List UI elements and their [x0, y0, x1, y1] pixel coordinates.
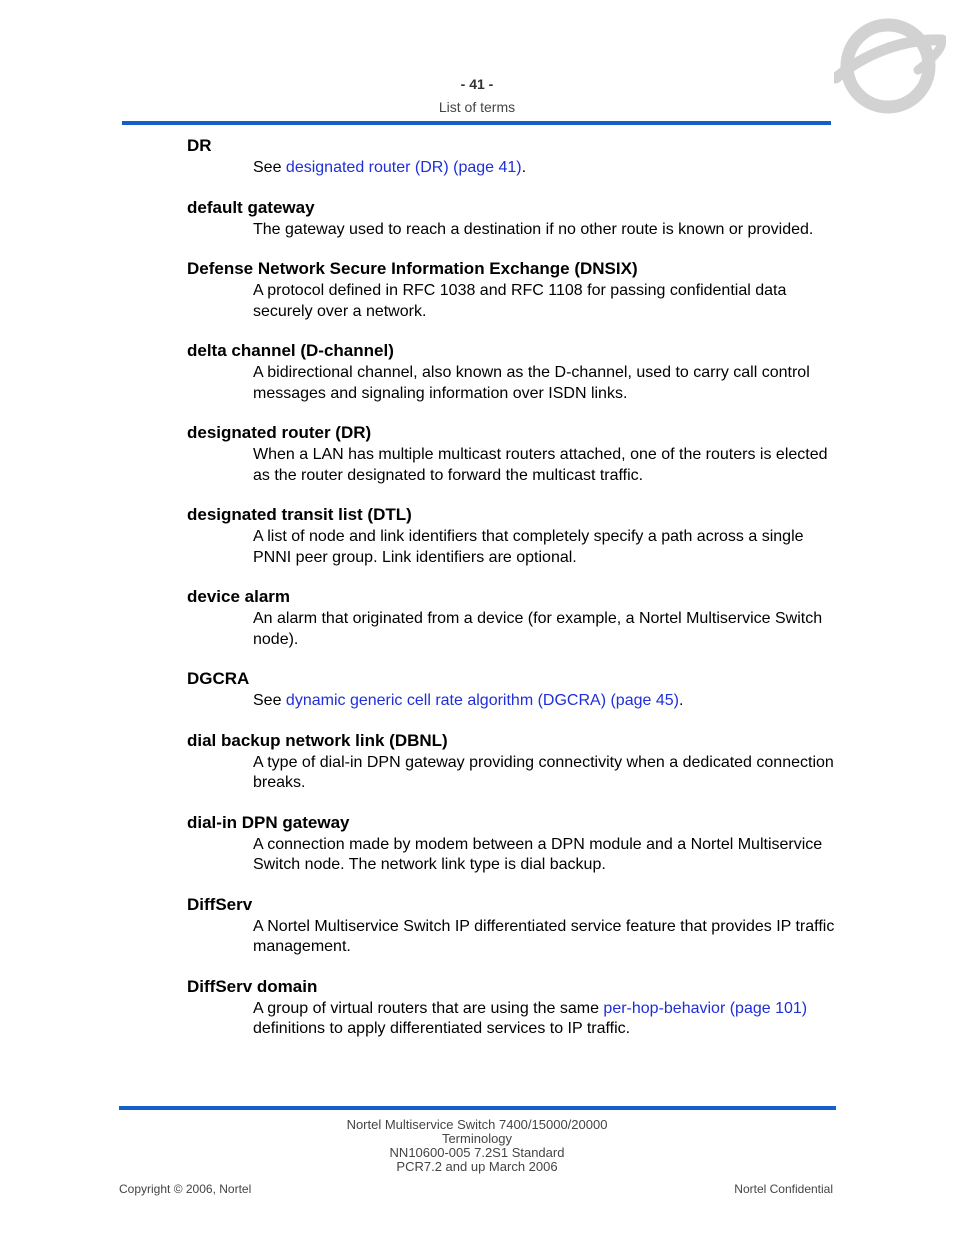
- definition-text: .: [521, 159, 527, 176]
- glossary-term: DiffServ domain: [187, 976, 318, 996]
- glossary-entry: [187, 669, 837, 712]
- header-rule: [122, 121, 831, 125]
- definition-text: When a LAN has multiple multicast routers attached, one of the routers is elected as the router designated to forward the multicast traffic.: [253, 446, 828, 484]
- footer-rule: [119, 1106, 836, 1110]
- glossary-term: DR: [187, 136, 212, 155]
- definition-text: See: [253, 692, 286, 709]
- cross-reference-link[interactable]: dynamic generic cell rate algorithm (DGCRA) (page 45): [285, 692, 679, 709]
- glossary-definition: [253, 158, 837, 179]
- glossary-term: DGCRA: [187, 669, 250, 688]
- glossary-definition: [253, 527, 837, 568]
- definition-text: A list of node and link identifiers that completely specify a path across a single PNNI peer group. Link identifiers are optional.: [253, 528, 804, 566]
- footer-doc-title: Terminology: [441, 1131, 513, 1146]
- glossary-term: device alarm: [187, 587, 291, 606]
- glossary-term: dial backup network link (DBNL): [187, 730, 448, 750]
- glossary-definition: [253, 691, 837, 712]
- page-number: - 41 -: [460, 76, 494, 92]
- glossary-definition: [253, 363, 837, 404]
- confidential-notice: Nortel Confidential: [734, 1182, 833, 1196]
- cross-reference-link[interactable]: per-hop-behavior (page 101): [603, 999, 808, 1017]
- glossary-entry: [187, 259, 837, 322]
- glossary-entry: [187, 895, 837, 958]
- glossary-entry: [187, 587, 837, 650]
- glossary-entry: [187, 198, 837, 241]
- glossary-term: designated transit list (DTL): [187, 505, 412, 524]
- glossary-entry: [187, 977, 837, 1040]
- glossary-term: designated router (DR): [187, 423, 372, 442]
- copyright: Copyright © 2006, Nortel: [119, 1182, 252, 1196]
- glossary-entry: [187, 136, 837, 179]
- glossary-list: [187, 136, 837, 1059]
- nortel-globe-logo-icon: [834, 14, 946, 116]
- definition-text: definitions to apply differentiated services to IP traffic.: [253, 1020, 631, 1037]
- glossary-entry: [187, 505, 837, 568]
- glossary-entry: [187, 423, 837, 486]
- glossary-term: dial-in DPN gateway: [187, 812, 350, 832]
- footer-release: PCR7.2 and up March 2006: [396, 1159, 558, 1174]
- glossary-definition: [253, 220, 837, 241]
- glossary-definition: [253, 609, 837, 650]
- glossary-term: DiffServ: [187, 894, 253, 914]
- definition-text: A protocol defined in RFC 1038 and RFC 1108 for passing confidential data securely over a network.: [253, 282, 787, 320]
- glossary-entry: [187, 813, 837, 876]
- glossary-definition: [253, 281, 837, 322]
- glossary-definition: [253, 445, 837, 486]
- glossary-entry: [187, 731, 837, 794]
- glossary-definition: [253, 753, 837, 794]
- glossary-definition: [253, 835, 837, 876]
- definition-text: A Nortel Multiservice Switch IP differentiated service feature that provides IP traffic management.: [253, 917, 835, 955]
- glossary-definition: [253, 999, 837, 1040]
- definition-text: An alarm that originated from a device (for example, a Nortel Multiservice Switch node).: [253, 610, 823, 648]
- glossary-term: default gateway: [187, 197, 315, 217]
- glossary-term: delta channel (D-channel): [187, 341, 394, 360]
- footer-doc-number: NN10600-005 7.2S1 Standard: [389, 1145, 565, 1160]
- section-title: List of terms: [438, 99, 516, 115]
- footer-product: Nortel Multiservice Switch 7400/15000/20000: [346, 1117, 608, 1132]
- definition-text: A connection made by modem between a DPN module and a Nortel Multiservice Switch node. The network link type is dial backup.: [253, 835, 823, 873]
- definition-text: .: [678, 692, 684, 709]
- definition-text: A group of virtual routers that are using the same: [253, 999, 604, 1017]
- footer-block: [0, 1118, 954, 1174]
- glossary-term: Defense Network Secure Information Exchange (DNSIX): [187, 259, 638, 278]
- cross-reference-link[interactable]: designated router (DR) (page 41): [285, 159, 522, 176]
- definition-text: See: [253, 159, 286, 176]
- glossary-entry: [187, 341, 837, 404]
- definition-text: A bidirectional channel, also known as the D-channel, used to carry call control messages and signaling information over ISDN links.: [253, 364, 810, 402]
- definition-text: A type of dial-in DPN gateway providing connectivity when a dedicated connection breaks.: [253, 753, 834, 791]
- glossary-definition: [253, 917, 837, 958]
- definition-text: The gateway used to reach a destination if no other route is known or provided.: [253, 220, 814, 238]
